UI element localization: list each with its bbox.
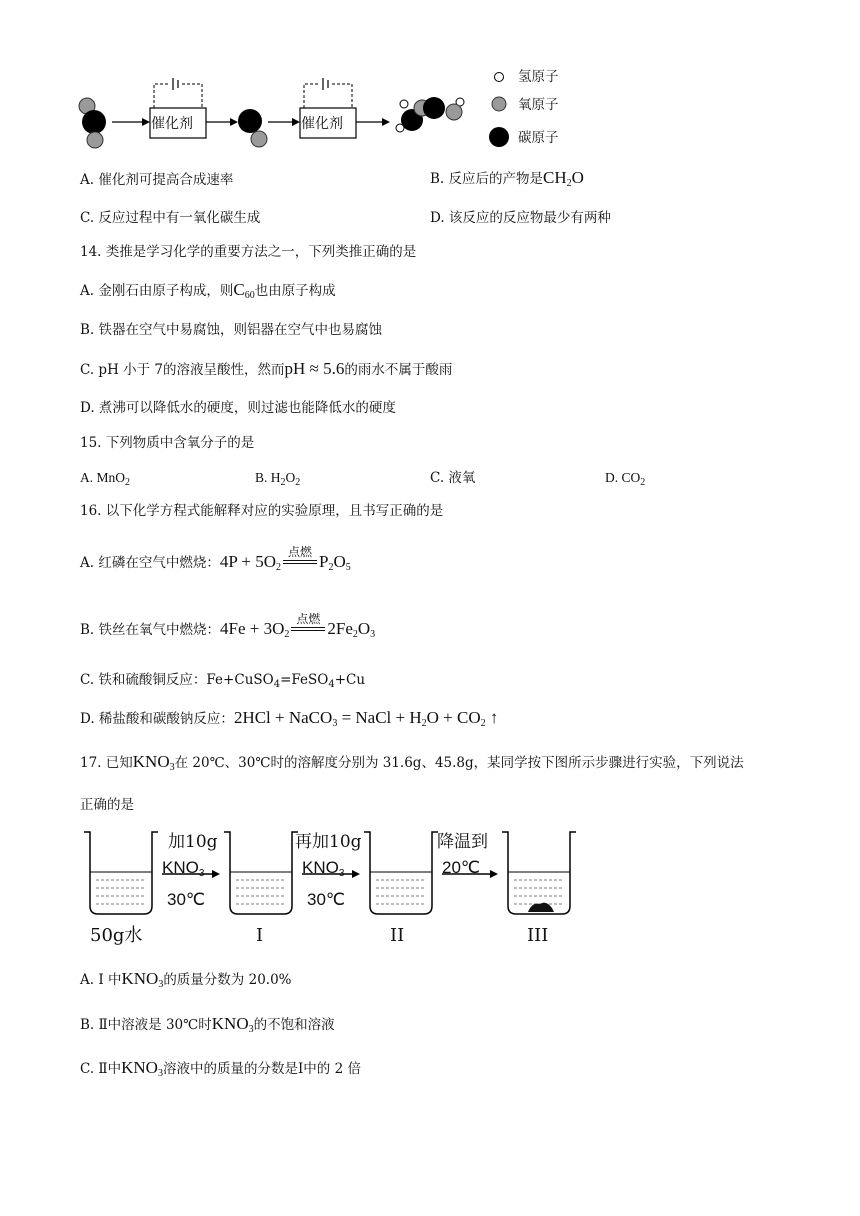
q13-option-b xyxy=(430,168,584,194)
step2-top: 再加10g xyxy=(295,832,362,852)
catalyst-label-1: 催化剂 xyxy=(151,116,193,132)
q14-option-d: D. 煮沸可以降低水的硬度，则过滤也能降低水的硬度 xyxy=(80,400,396,416)
q17-stem: 17. 已知$KNO_3$在 20℃、30℃时的溶解度分别为 31.6g、45.8g，某同学按下图所示步骤进行实验，下列说法 xyxy=(80,752,744,773)
step3-top: 降温到 xyxy=(437,832,488,852)
q16-option-c: C. 铁和硫酸铜反应：Fe+CuSO$_4$=FeSO$_4$+Cu xyxy=(80,672,366,690)
q17-option-c: C. Ⅱ中$KNO_3$溶液中的质量的分数是Ⅰ中的 2 倍 xyxy=(80,1058,361,1079)
step2-bottom: 30℃ xyxy=(307,890,346,909)
beaker-water xyxy=(84,832,158,914)
beaker-label-I: I xyxy=(256,925,264,946)
beaker-II xyxy=(364,832,438,914)
q17-option-b: B. Ⅱ中溶液是 30℃时$KNO_3$的不饱和溶液 xyxy=(80,1014,335,1035)
q15-option-c: C. 液氧 xyxy=(430,470,476,486)
beaker-label-water: 50g水 xyxy=(90,925,143,946)
q14-stem: 14. 类推是学习化学的重要方法之一，下列类推正确的是 xyxy=(80,244,417,260)
q15-option-d: D. $CO_2$ xyxy=(605,470,646,488)
beaker-label-III: III xyxy=(527,925,549,946)
q14-option-b: B. 铁器在空气中易腐蚀，则铝器在空气中也易腐蚀 xyxy=(80,322,383,338)
reaction-diagram xyxy=(70,62,670,152)
q13-option-d: D. 该反应的反应物最少有两种 xyxy=(430,210,611,226)
oxygen-legend-icon xyxy=(492,97,506,111)
q17-stem-line2: 正确的是 xyxy=(80,797,134,813)
q16-option-a: A. 红磷在空气中燃烧：$4P + 5O_2$ 点燃 $P_2O_5$ xyxy=(80,544,351,573)
step1-top: 加10g xyxy=(168,832,218,852)
q17-option-a: A. I 中$KNO_3$的质量分数为 20.0% xyxy=(80,969,292,990)
oxygen-atom xyxy=(251,131,267,147)
q13-option-a: A. 催化剂可提高合成速率 xyxy=(80,172,234,188)
q15-stem: 15. 下列物质中含氧分子的是 xyxy=(80,435,255,451)
beaker-I xyxy=(224,832,298,914)
step1-mid: $KNO_3$ xyxy=(162,858,205,879)
q15-option-a: A. MnO$_2$ xyxy=(80,470,131,488)
q16-option-d: D. 稀盐酸和碳酸钠反应：2HCl + NaCO$_3$ = NaCl + $H_2O + CO_2$ ↑ xyxy=(80,708,499,729)
q15-option-b: B. $H_2O_2$ xyxy=(255,470,301,488)
catalyst-label-2: 催化剂 xyxy=(301,116,343,132)
beaker-label-II: II xyxy=(390,925,405,946)
carbon-legend-icon xyxy=(489,127,509,147)
q14-option-a: A. 金刚石由原子构成，则$C_{60}$也由原子构成 xyxy=(80,280,336,301)
carbon-atom xyxy=(238,109,262,133)
step3-mid: 20℃ xyxy=(442,858,481,877)
q13-b-text: B. 反应后的产物是 xyxy=(430,171,544,187)
legend-carbon: 碳原子 xyxy=(518,130,559,146)
q13-option-c: C. 反应过程中有一氧化碳生成 xyxy=(80,210,261,226)
step2-mid: $KNO_3$ xyxy=(302,858,345,879)
q16-stem: 16. 以下化学方程式能解释对应的实验原理，且书写正确的是 xyxy=(80,503,444,519)
oxygen-atom xyxy=(446,104,462,120)
q16-option-b: B. 铁丝在氧气中燃烧：$4Fe + 3O_2$ 点燃 $2Fe_2O_3$ xyxy=(80,611,376,640)
q13-b-formula: $CH_2O$ xyxy=(543,168,584,189)
legend-oxygen: 氧原子 xyxy=(518,97,559,113)
q14-option-c: C. pH 小于 7的溶液呈酸性，然而pH ≈ 5.6的雨水不属于酸雨 xyxy=(80,359,453,378)
hydrogen-atom xyxy=(400,100,408,108)
oxygen-atom xyxy=(87,132,103,148)
carbon-atom xyxy=(82,110,106,134)
carbon-atom xyxy=(423,97,445,119)
beaker-III xyxy=(502,832,576,914)
legend-hydrogen: 氢原子 xyxy=(518,69,559,85)
hydrogen-legend-icon xyxy=(495,73,504,82)
step1-bottom: 30℃ xyxy=(167,890,206,909)
